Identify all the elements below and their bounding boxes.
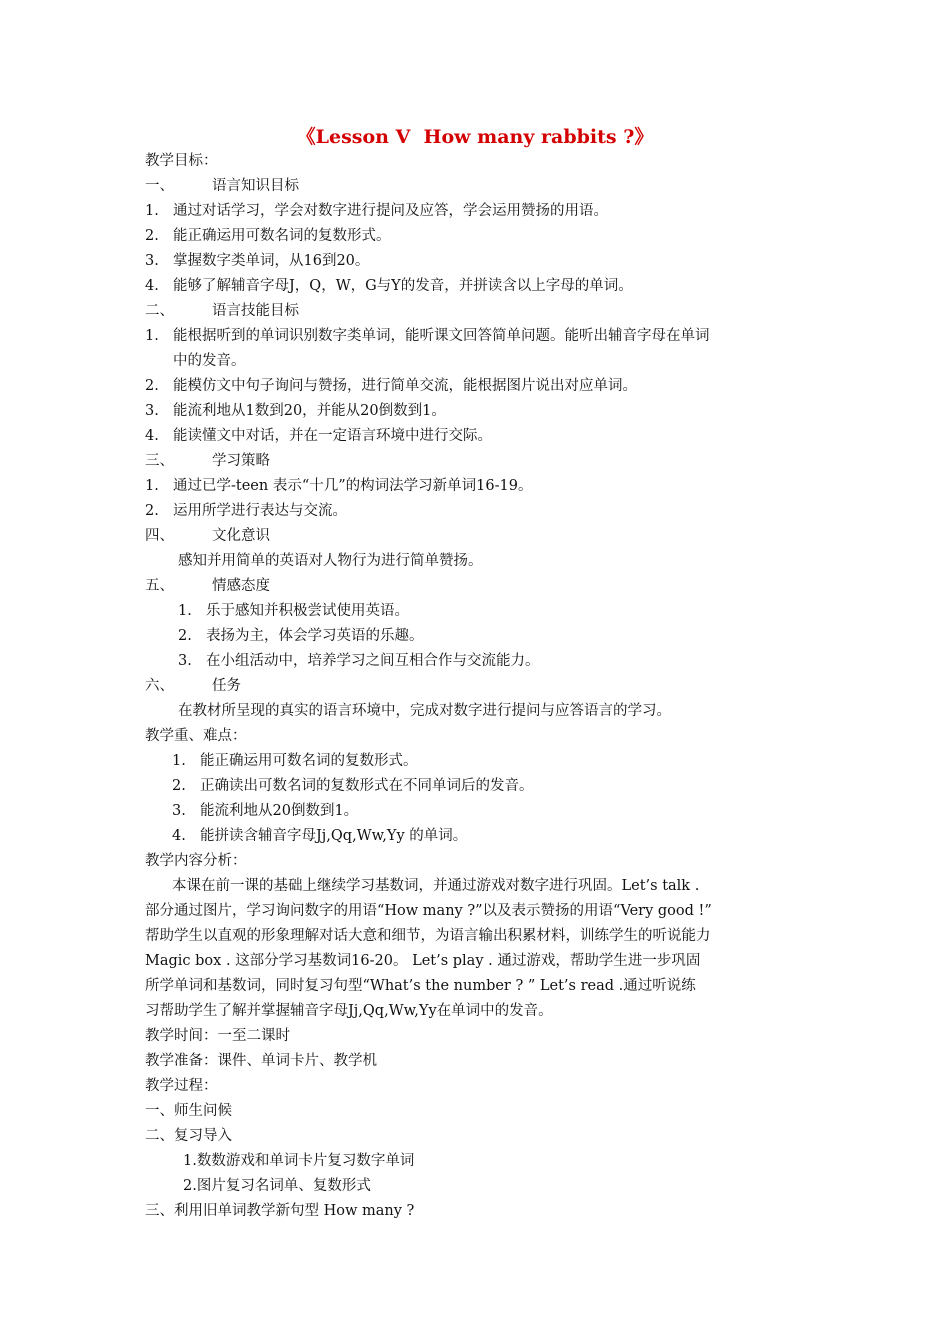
section-5-number: 五、	[145, 578, 174, 594]
process-heading: 教学过程：	[145, 1078, 218, 1094]
item-text: 通过已学-teen 表示“十几”的构词法学习新单词16-19。	[173, 478, 533, 494]
item-text-continued: 中的发音。	[173, 353, 246, 369]
item-number: 3.	[145, 403, 159, 419]
item-number: 1.	[145, 478, 159, 494]
section-5-label: 情感态度	[212, 578, 270, 594]
section-6-number: 六、	[145, 678, 174, 694]
item-text: 表扬为主，体会学习英语的乐趣。	[206, 628, 424, 644]
item-number: 1.	[172, 753, 186, 769]
analysis-line: 本课在前一课的基础上继续学习基数词，并通过游戏对数字进行巩固。Let’s talk .	[172, 878, 700, 894]
item-number: 3.	[145, 253, 159, 269]
process-step-2: 二、复习导入	[145, 1128, 232, 1144]
analysis-heading: 教学内容分析：	[145, 853, 247, 869]
analysis-line: Magic box . 这部分学习基数词16-20。 Let’s play . 通过游戏，帮助学生进一步巩固	[145, 953, 701, 969]
section-4-label: 文化意识	[212, 528, 270, 544]
item-number: 3.	[172, 803, 186, 819]
item-number: 2.	[172, 778, 186, 794]
item-text: 能流利地从20倒数到1。	[200, 803, 359, 819]
section-2-number: 二、	[145, 303, 174, 319]
objectives-heading: 教学目标：	[145, 153, 218, 169]
item-number: 3.	[178, 653, 192, 669]
item-text: 能流利地从1数到20，并能从20倒数到1。	[173, 403, 446, 419]
section-3-label: 学习策略	[212, 453, 270, 469]
item-text: 能模仿文中句子询问与赞扬，进行简单交流，能根据图片说出对应单词。	[173, 378, 637, 394]
item-text: 能够了解辅音字母J，Q，W，G与Y的发音，并拼读含以上字母的单词。	[173, 278, 633, 294]
analysis-line: 部分通过图片，学习询问数字的用语“How many ?”以及表示赞扬的用语“Very good !”	[145, 903, 712, 919]
item-text: 通过对话学习，学会对数字进行提问及应答，学会运用赞扬的用语。	[173, 203, 608, 219]
item-number: 2.	[145, 503, 159, 519]
section-1-label: 语言知识目标	[212, 178, 299, 194]
item-text: 能正确运用可数名词的复数形式。	[200, 753, 418, 769]
section-4-number: 四、	[145, 528, 174, 544]
process-step-3: 三、利用旧单词教学新句型 How many ?	[145, 1203, 415, 1219]
item-text: 能正确运用可数名词的复数形式。	[173, 228, 391, 244]
item-number: 2.	[145, 228, 159, 244]
section-6-label: 任务	[212, 678, 241, 694]
teaching-time: 教学时间：一至二课时	[145, 1028, 290, 1044]
item-number: 4.	[172, 828, 186, 844]
analysis-line: 所学单词和基数词，同时复习句型“What’s the number ? ” Let’s read .通过听说练	[145, 978, 696, 994]
section-2-label: 语言技能目标	[212, 303, 299, 319]
section-6-text: 在教材所呈现的真实的语言环境中，完成对数字进行提问与应答语言的学习。	[178, 703, 671, 719]
item-text: 掌握数字类单词，从16到20。	[173, 253, 370, 269]
item-text: 乐于感知并积极尝试使用英语。	[206, 603, 409, 619]
item-number: 1.	[145, 203, 159, 219]
analysis-line: 习帮助学生了解并掌握辅音字母Jj,Qq,Ww,Yy在单词中的发音。	[145, 1003, 553, 1019]
section-1-number: 一、	[145, 178, 174, 194]
item-number: 1.	[178, 603, 192, 619]
section-4-text: 感知并用简单的英语对人物行为进行简单赞扬。	[178, 553, 483, 569]
item-number: 4.	[145, 428, 159, 444]
item-number: 4.	[145, 278, 159, 294]
process-step-1: 一、师生问候	[145, 1103, 232, 1119]
item-number: 2.	[145, 378, 159, 394]
teaching-preparation: 教学准备：课件、单词卡片、教学机	[145, 1053, 377, 1069]
section-3-number: 三、	[145, 453, 174, 469]
item-text: 能根据听到的单词识别数字类单词，能听课文回答简单问题。能听出辅音字母在单词	[173, 328, 710, 344]
item-number: 2.	[178, 628, 192, 644]
process-step-2-sub-1: 1.数数游戏和单词卡片复习数字单词	[183, 1153, 415, 1169]
analysis-line: 帮助学生以直观的形象理解对话大意和细节，为语言输出积累材料，训练学生的听说能力	[145, 928, 711, 944]
item-text: 能拼读含辅音字母Jj,Qq,Ww,Yy 的单词。	[200, 828, 468, 844]
item-text: 运用所学进行表达与交流。	[173, 503, 347, 519]
item-text: 在小组活动中，培养学习之间互相合作与交流能力。	[206, 653, 540, 669]
keypoints-heading: 教学重、难点：	[145, 728, 247, 744]
item-text: 正确读出可数名词的复数形式在不同单词后的发音。	[200, 778, 534, 794]
item-number: 1.	[145, 328, 159, 344]
document-title: 《Lesson V How many rabbits ?》	[296, 126, 654, 148]
item-text: 能读懂文中对话，并在一定语言环境中进行交际。	[173, 428, 492, 444]
process-step-2-sub-2: 2.图片复习名词单、复数形式	[183, 1178, 371, 1194]
